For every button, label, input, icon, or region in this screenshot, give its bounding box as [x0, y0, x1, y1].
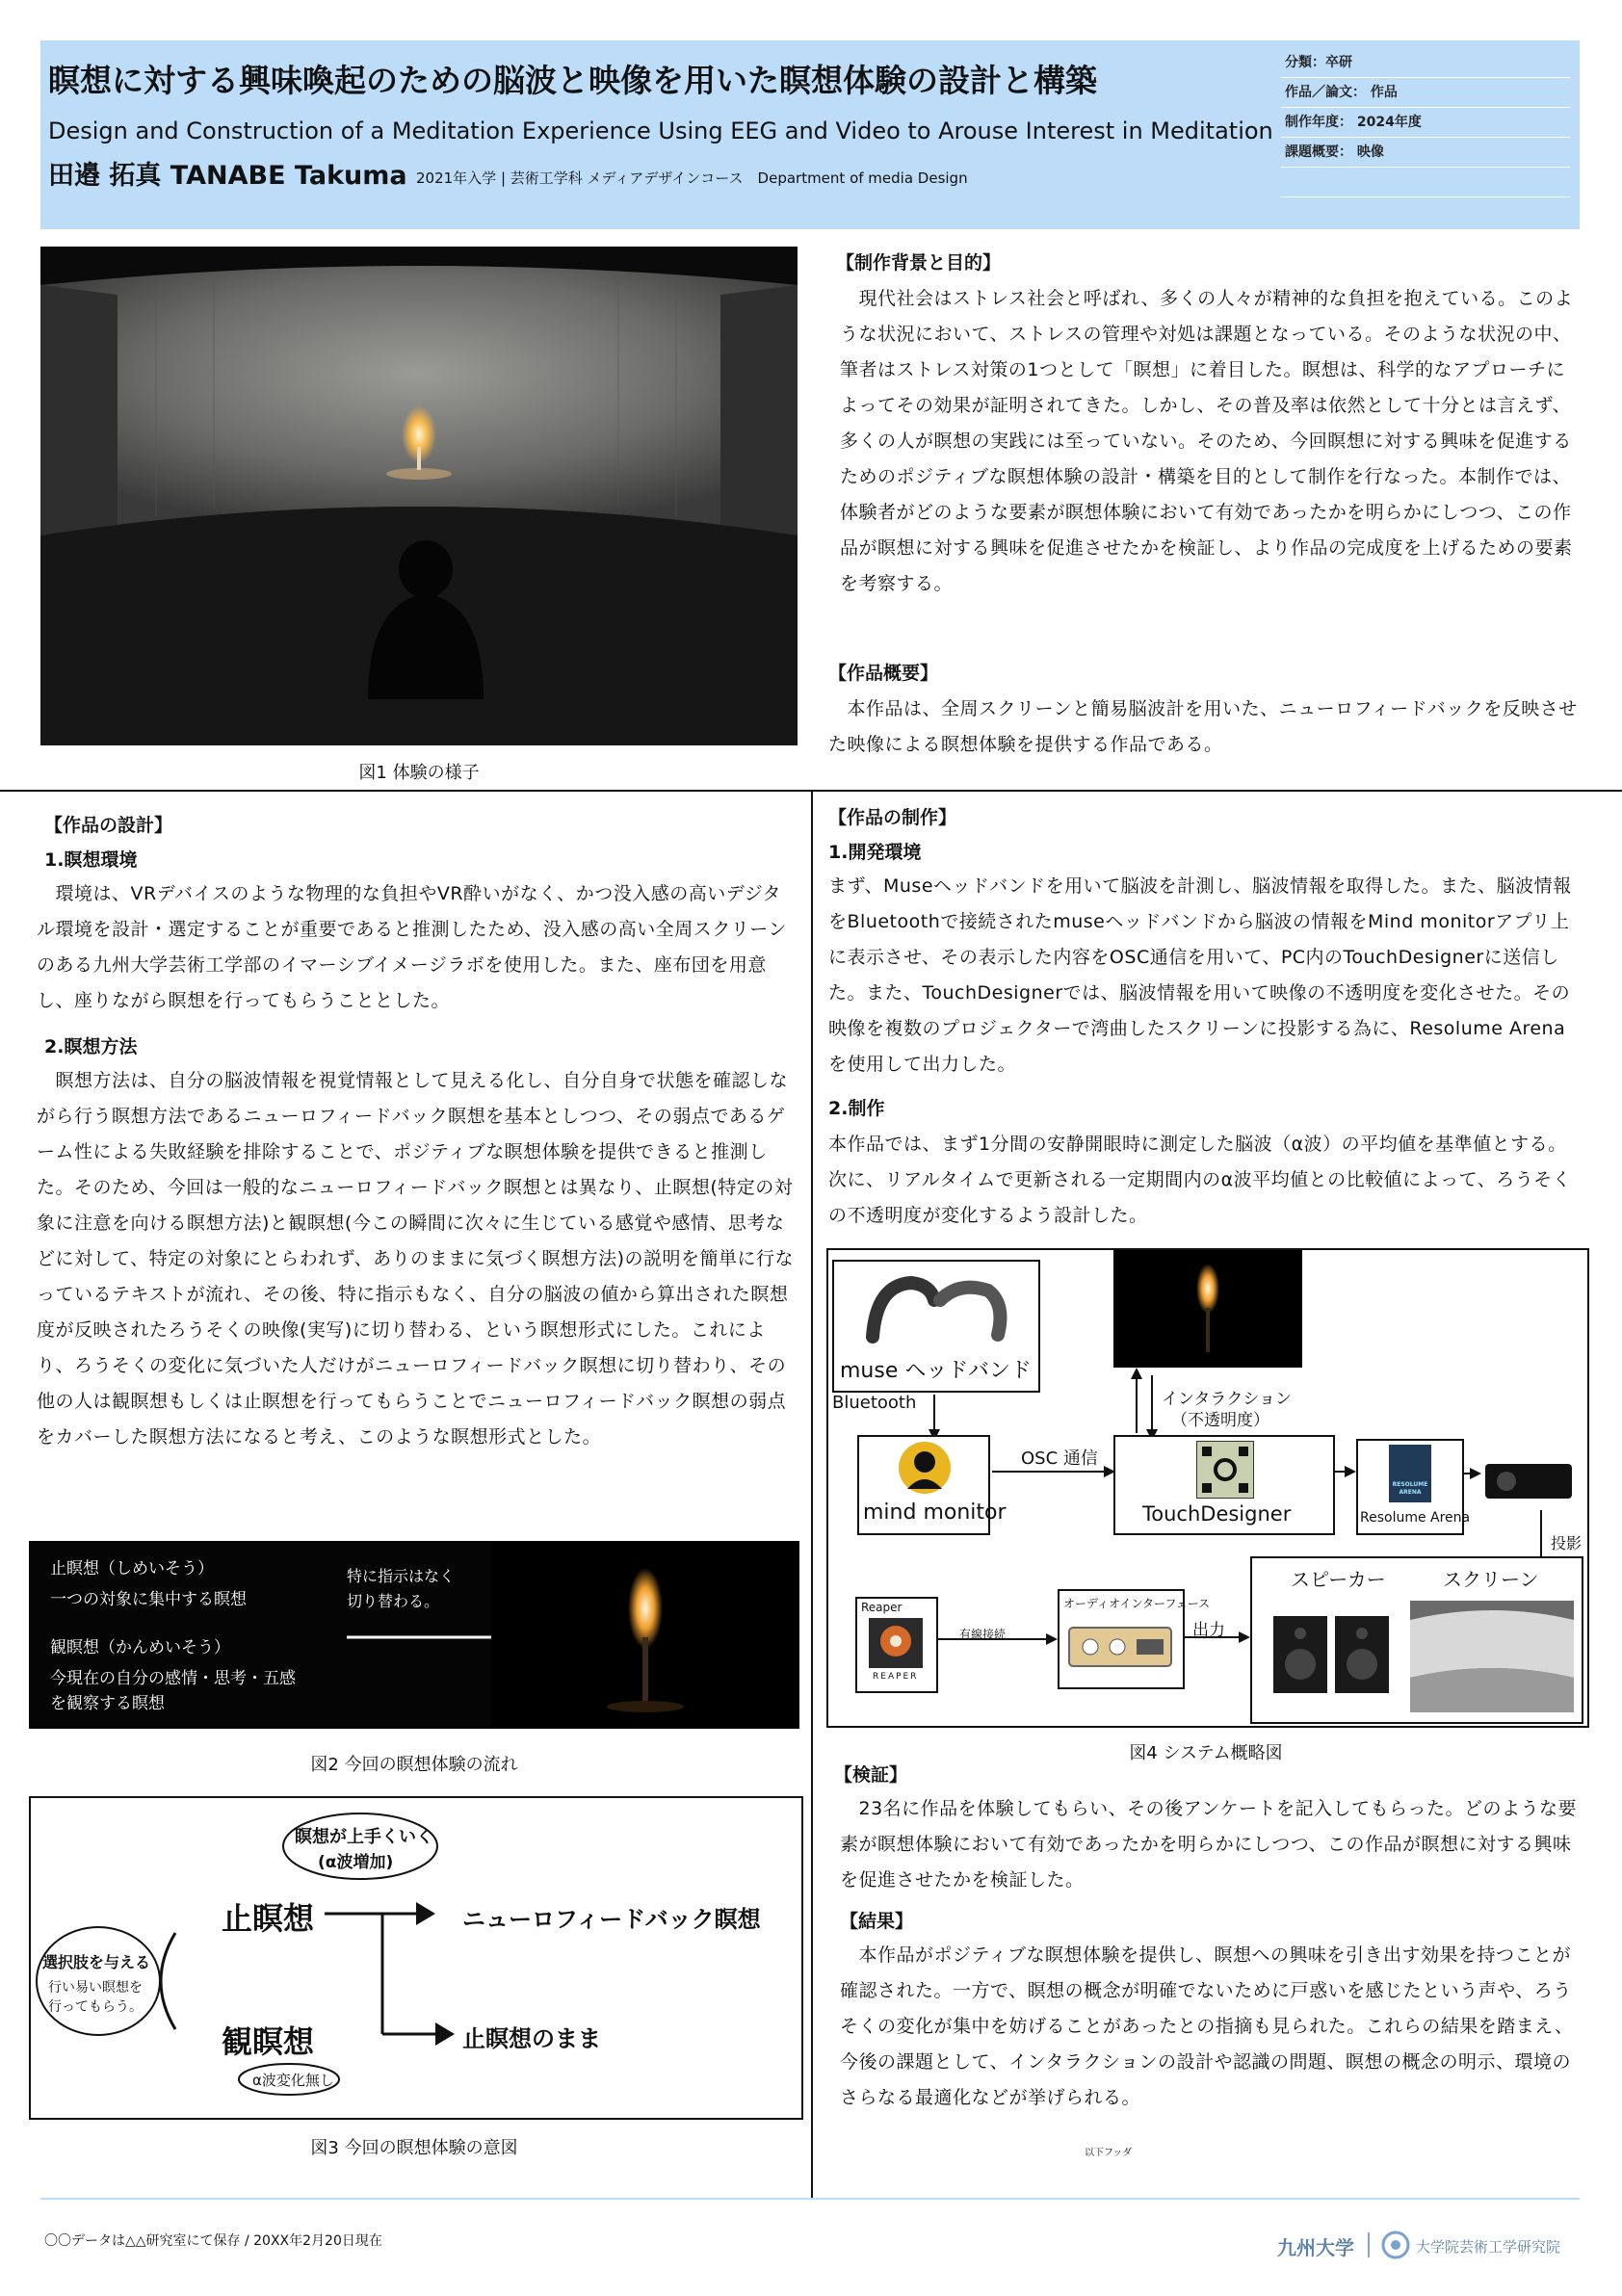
opacity-label: （不透明度）	[1171, 1411, 1269, 1430]
production-heading: 【作品の制作】	[828, 807, 957, 828]
reaper-box	[855, 1597, 938, 1693]
fig2-switch-note2: 切り替わる。	[347, 1592, 440, 1610]
footer-separator	[1368, 2232, 1370, 2257]
background-heading: 【制作背景と目的】	[836, 252, 1002, 274]
lab-logo-icon	[1381, 2231, 1410, 2259]
fig3-alpha-up: (α波増加)	[318, 1853, 394, 1872]
fig2-kanmeisou-desc2: を観察する瞑想	[50, 1694, 165, 1713]
meta-empty	[1281, 168, 1570, 197]
footer-university: 九州大学	[1277, 2236, 1354, 2259]
wired-label: 有線接続	[959, 1628, 1007, 1641]
meta-summary: 課題概要： 映像	[1281, 138, 1570, 168]
resolume-box	[1356, 1439, 1471, 1535]
fig3-choice-desc1: 行い易い瞑想を	[48, 1980, 143, 1996]
interaction-label: インタラクション	[1162, 1390, 1292, 1409]
fig3-caption: 図3 今回の瞑想体験の意図	[310, 2138, 518, 2158]
fig2-caption: 図2 今回の瞑想体験の流れ	[310, 1755, 518, 1775]
meta-type: 作品／論文： 作品	[1281, 78, 1570, 108]
bluetooth-label: Bluetooth	[832, 1393, 917, 1413]
reaper-label: Reaper	[861, 1601, 903, 1614]
production-sub1: 1.開発環境	[828, 842, 922, 863]
title-en: Design and Construction of a Meditation Experience Using EEG and Video to Arouse Interest in Meditation	[48, 117, 1273, 144]
meta-year: 制作年度： 2024年度	[1281, 108, 1570, 138]
output-label: 出力	[1192, 1621, 1225, 1640]
candle-icon	[1113, 1250, 1302, 1368]
vertical-divider	[811, 790, 813, 2200]
design-sub2: 2.瞑想方法	[44, 1036, 138, 1057]
osc-label: OSC 通信	[1021, 1448, 1098, 1469]
background-text: 現代社会はストレス社会と呼ばれ、多くの人々が精神的な負担を抱えている。このような状況において、ストレスの管理や対処は課題となっている。そのような状況の中、筆者はストレス対策の1つとして「瞑想」に着目した。瞑想は、科学的なアプローチによってその効果が証明されてきた。しかし、その普及率は依然として十分とは言えず、多くの人が瞑想の実践には至っていない。そのため、今回瞑想に対する興味を促進するためのポジティブな瞑想体験の設計・構築を目的として制作を行なった。本制作では、体験者がどのような要素が瞑想体験において有効であったかを明らかにしつつ、この作品が瞑想に対する興味を促進させたかを検証し、より作品の完成度を上げるための要素を考察する。	[840, 288, 1574, 594]
resolume-icon: RESOLUME ARENA	[1389, 1445, 1431, 1502]
speaker-label: スピーカー	[1291, 1568, 1386, 1591]
headband-icon	[834, 1262, 1038, 1354]
department: 2021年入学 | 芸術工学科 メディアデザインコース Department of media Design	[416, 170, 968, 187]
touchdesigner-icon	[1196, 1441, 1254, 1499]
fig2-shimeisou-desc: 一つの対象に集中する瞑想	[50, 1590, 247, 1609]
fig2-arrow-icon	[347, 1618, 510, 1657]
experience-photo	[40, 247, 798, 745]
footer-line	[40, 2198, 1580, 2200]
projection-label: 投影	[1551, 1534, 1583, 1552]
touchdesigner-box	[1113, 1435, 1335, 1535]
resolume-label: Resolume Arena	[1360, 1510, 1471, 1526]
fig3-neurofeedback: ニューロフィードバック瞑想	[462, 1906, 761, 1933]
fig3-stay: 止瞑想のまま	[462, 2025, 601, 2052]
production-text1: まず、Museヘッドバンドを用いて脳波を計測し、脳波情報を取得した。また、脳波情報をBluetoothで接続されたmuseヘッドバンドから脳波の情報をMind monitorアプリ上に表示させ、その表示した内容をOSC通信を用いて、PC内のTouchDesignerに送信した。また、TouchDesignerでは、脳波情報を用いて映像の不透明度を変化させた。その映像を複数のプロジェクターで湾曲したスクリーンに投影する為に、Resolume Arenaを使用して出力した。	[828, 875, 1572, 1075]
mind-monitor-label: mind monitor	[863, 1500, 1007, 1525]
output-devices-box	[1250, 1556, 1583, 1724]
mind-monitor-box	[857, 1435, 1007, 1535]
fig3-success: 瞑想が上手くいく	[295, 1827, 433, 1847]
fig3-shimeisou: 止瞑想	[222, 1900, 315, 1937]
fig3-choice-desc2: 行ってもらう。	[48, 1999, 143, 2015]
overview-text: 本作品は、全周スクリーンと簡易脳波計を用いた、ニューロフィードバックを反映させた映像による瞑想体験を提供する作品である。	[828, 698, 1578, 755]
design-sub1: 1.瞑想環境	[44, 849, 138, 871]
fig3-intent-diagram	[29, 1796, 803, 2120]
fig4-caption: 図4 システム概略図	[1129, 1743, 1283, 1763]
production-text2: 本作品では、まず1分間の安静開眼時に測定した脳波（α波）の平均値を基準値とする。次に、リアルタイムで更新される一定期間内のα波平均値との比較値によって、ろうそくの不透明度が変化するよう設計した。	[828, 1134, 1572, 1226]
verify-heading: 【検証】	[834, 1764, 908, 1786]
projector-icon	[1483, 1458, 1576, 1506]
audio-interface-label: オーディオインターフェース	[1063, 1597, 1211, 1610]
mind-monitor-icon	[898, 1441, 952, 1495]
muse-label: muse ヘッドバンド	[840, 1359, 1032, 1383]
screen-label: スクリーン	[1443, 1568, 1539, 1591]
production-sub2: 2.制作	[828, 1098, 885, 1119]
muse-box	[832, 1260, 1040, 1393]
candle-icon	[491, 1541, 799, 1729]
reaper-logotype: REAPER	[873, 1672, 919, 1682]
screen-icon	[1410, 1601, 1574, 1712]
candle-video-thumb	[1113, 1250, 1302, 1368]
fig1-caption: 図1 体験の様子	[358, 763, 480, 783]
title-ja: 瞑想に対する興味喚起のための脳波と映像を用いた瞑想体験の設計と構築	[48, 62, 1097, 99]
author-name: 田邉 拓真 TANABE Takuma	[48, 161, 407, 191]
meta-category: 分類：卒研	[1281, 48, 1570, 78]
speaker-icon	[1269, 1610, 1395, 1697]
design-heading: 【作品の設計】	[44, 815, 173, 836]
footer-lab: 大学院芸術工学研究院	[1416, 2238, 1561, 2256]
fig4-system-diagram	[826, 1248, 1589, 1728]
reaper-icon	[869, 1618, 923, 1668]
design-text2: 瞑想方法は、自分の脳波情報を視覚情報として見える化し、自分自身で状態を確認しながら行う瞑想方法であるニューロフィードバック瞑想を基本としつつ、その弱点であるゲーム性による失敗経験を排除することで、ポジティブな瞑想体験を提供できると推測した。そのため、今回は一般的なニューロフィードバック瞑想とは異なり、止瞑想(特定の対象に注意を向ける瞑想方法)と観瞑想(今この瞬間に次々に生じている感覚や感情、思考などに対して、特定の対象にとらわれず、ありのままに気づく瞑想方法)の説明を簡単に行なっているテキストが流れ、その後、特に指示もなく、自分の脳波の値から算出された瞑想度が反映されたろうそくの映像(実写)に切り替わる、という瞑想形式にした。これにより、ろうそくの変化に気づいた人だけがニューロフィードバック瞑想に切り替わり、その他の人は観瞑想もしくは止瞑想を行ってもらうことでニューロフィードバック瞑想の弱点をカバーした瞑想方法になると考え、このような瞑想形式とした。	[37, 1070, 795, 1448]
footer-note: 以下フッダ	[1085, 2148, 1133, 2158]
audio-interface-icon	[1067, 1620, 1173, 1674]
design-text1: 環境は、VRデバイスのような物理的な負担やVR酔いがなく、かつ没入感の高いデジタル環境を設計・選定することが重要であると推測したため、没入感の高い全周スクリーンのある九州大学芸術工学部のイマーシブイメージラボを使用した。また、座布団を用意し、座りながら瞑想を行ってもらうこととした。	[37, 883, 787, 1011]
touchdesigner-label: TouchDesigner	[1142, 1502, 1292, 1526]
overview-heading: 【作品概要】	[828, 663, 939, 684]
meta-table	[1281, 48, 1570, 197]
fig2-candle-image	[491, 1541, 799, 1729]
fig3-no-change: α波変化無し	[252, 2072, 334, 2089]
result-heading: 【結果】	[840, 1911, 914, 1932]
fig3-kanmeisou: 観瞑想	[222, 2023, 315, 2060]
photo-illustration	[40, 247, 798, 745]
fig2-flow	[29, 1541, 799, 1729]
fig2-switch-note1: 特に指示はなく	[347, 1567, 456, 1585]
fig3-choice: 選択肢を与える	[42, 1953, 151, 1971]
verify-text: 23名に作品を体験してもらい、その後アンケートを記入してもらった。どのような要素が瞑想体験において有効であったかを明らかにしつつ、この作品が瞑想に対する興味を促進させたかを検証した。	[840, 1798, 1578, 1891]
fig2-kanmeisou-desc1: 今現在の自分の感情・思考・五感	[50, 1669, 296, 1688]
footer-storage: 〇〇データは△△研究室にて保存 / 20XX年2月20日現在	[44, 2233, 382, 2249]
fig2-shimeisou: 止瞑想（しめいそう）	[50, 1559, 214, 1578]
header-band	[40, 40, 1580, 229]
fig2-kanmeisou: 観瞑想（かんめいそう）	[50, 1638, 230, 1657]
result-text: 本作品がポジティブな瞑想体験を提供し、瞑想への興味を引き出す効果を持つことが確認された。一方で、瞑想の概念が明確でないために戸惑いを感じたという声や、ろうそくの変化が集中を妨げることがあったとの指摘も見られた。これらの結果を踏まえ、今後の課題として、インタラクションの設計や認識の問題、瞑想の概念の明示、環境のさらなる最適化などが挙げられる。	[840, 1944, 1574, 2108]
